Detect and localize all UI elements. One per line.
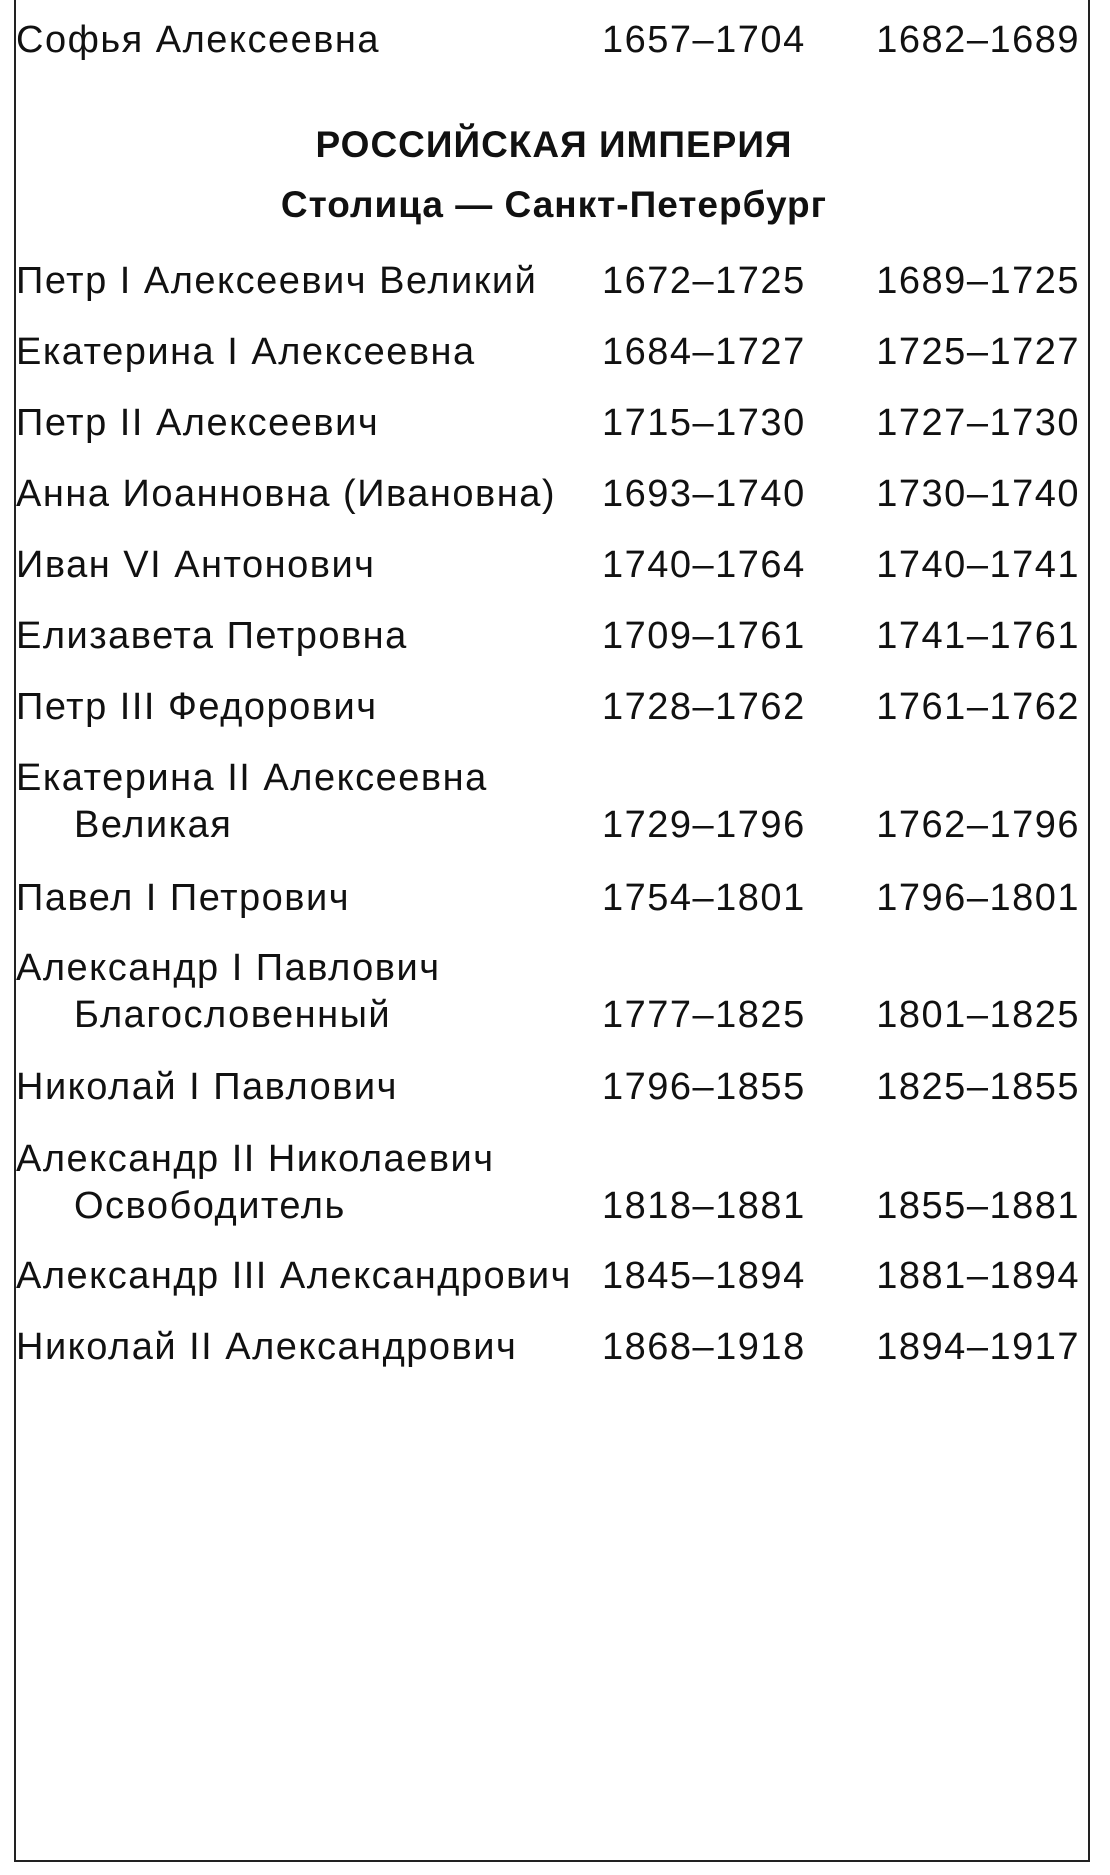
life-years: 1818–1881	[602, 1185, 806, 1227]
life-years: 1729–1796	[602, 804, 806, 846]
ruler-name: Екатерина I Алексеевна	[16, 331, 476, 373]
reign-years: 1682–1689	[876, 19, 1080, 61]
reign-years: 1762–1796	[876, 804, 1080, 846]
ruler-name: Николай I Павлович	[16, 1066, 398, 1108]
reign-years: 1730–1740	[876, 473, 1080, 515]
reign-years: 1741–1761	[876, 615, 1080, 657]
life-years: 1845–1894	[602, 1255, 806, 1297]
reign-years: 1727–1730	[876, 402, 1080, 444]
ruler-name: Софья Алексеевна	[16, 19, 381, 61]
ruler-name: Петр I Алексеевич Великий	[16, 260, 538, 302]
reign-years: 1825–1855	[876, 1066, 1080, 1108]
ruler-epithet: Освободитель	[74, 1185, 346, 1227]
ruler-name: Анна Иоанновна (Ивановна)	[16, 473, 556, 515]
reign-years: 1801–1825	[876, 994, 1080, 1036]
life-years: 1777–1825	[602, 994, 806, 1036]
reign-years: 1740–1741	[876, 544, 1080, 586]
ruler-name: Елизавета Петровна	[16, 615, 408, 657]
reign-years: 1689–1725	[876, 260, 1080, 302]
life-years: 1657–1704	[602, 19, 806, 61]
life-years: 1728–1762	[602, 686, 806, 728]
life-years: 1796–1855	[602, 1066, 806, 1108]
ruler-name: Павел I Петрович	[16, 877, 350, 919]
ruler-name: Петр II Алексеевич	[16, 402, 380, 444]
life-years: 1754–1801	[602, 877, 806, 919]
ruler-name: Александр I Павлович	[16, 947, 441, 989]
life-years: 1709–1761	[602, 615, 806, 657]
life-years: 1715–1730	[602, 402, 806, 444]
section-subtitle: Столица — Санкт-Петербург	[280, 184, 828, 225]
ruler-name: Екатерина II Алексеевна	[16, 757, 488, 799]
reign-years: 1855–1881	[876, 1185, 1080, 1227]
ruler-epithet: Благословенный	[74, 994, 392, 1036]
section-title: РОССИЙСКАЯ ИМПЕРИЯ	[315, 124, 793, 165]
life-years: 1672–1725	[602, 260, 806, 302]
reign-years: 1761–1762	[876, 686, 1080, 728]
reign-years: 1894–1917	[876, 1326, 1080, 1368]
ruler-name: Петр III Федорович	[16, 686, 378, 728]
reign-years: 1881–1894	[876, 1255, 1080, 1297]
reign-years: 1796–1801	[876, 877, 1080, 919]
life-years: 1740–1764	[602, 544, 806, 586]
life-years: 1868–1918	[602, 1326, 806, 1368]
ruler-name: Иван VI Антонович	[16, 544, 376, 586]
ruler-epithet: Великая	[74, 804, 233, 846]
ruler-name: Александр III Александрович	[16, 1255, 572, 1297]
life-years: 1684–1727	[602, 331, 806, 373]
reign-years: 1725–1727	[876, 331, 1080, 373]
life-years: 1693–1740	[602, 473, 806, 515]
ruler-name: Александр II Николаевич	[16, 1138, 495, 1180]
ruler-name: Николай II Александрович	[16, 1326, 518, 1368]
page-frame	[14, 0, 1090, 1862]
